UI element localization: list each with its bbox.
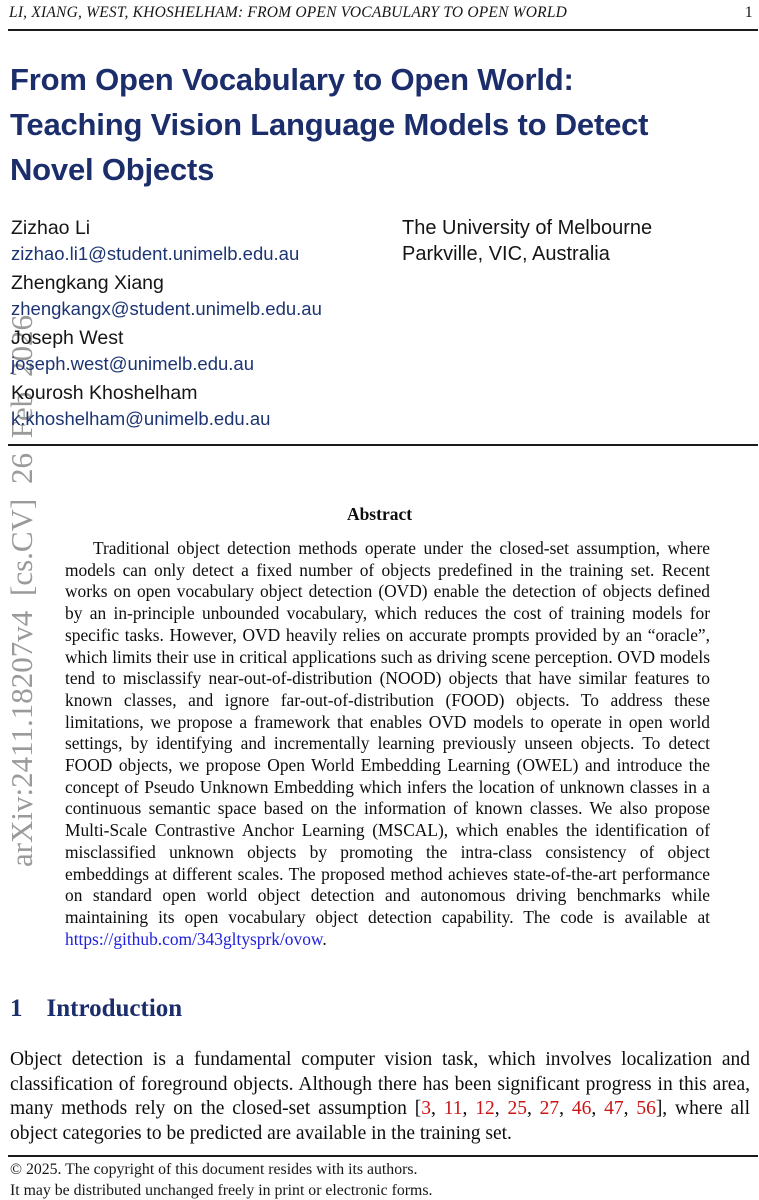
author-entry [11, 381, 396, 431]
citation-ref[interactable]: 12 [475, 1098, 495, 1120]
introduction-paragraph [10, 1048, 750, 1146]
author-email-link[interactable]: k.khoshelham@unimelb.edu.au [11, 408, 271, 429]
abstract-body: Traditional object detection methods operate under the closed-set assumption, where models can only detect a fixed number of objects predefined in the training set. Recent works on open vocabulary object detection (OVD) enable the detection of objects defined by an in-principle unbounded vocabulary, which reduces the cost of training models for specific tasks. However, OVD heavily relies on accurate prompts provided by an “oracle”, which limits their use in critical applications such as driving scene perception. OVD models tend to misclassify near-out-of-distribution (NOOD) objects that have similar features to known classes, and ignore far-out-of-distribution (FOOD) objects. To address these limitations, we propose a framework that enables OVD models to operate in open world settings, by identifying and incrementally learning previously unseen objects. To detect FOOD objects, we propose Open World Embedding Learning (OWEL) and introduce the concept of Pseudo Unknown Embedding which infers the location of unknown classes in a continuous semantic space based on the information of known classes. We also propose Multi-Scale Contrastive Anchor Learning (MSCAL), which enables the identification of misclassified unknown objects by promoting the intra-class consistency of object embeddings at different scales. The proposed method achieves state-of-the-art performance on standard open world object detection and autonomous driving benchmarks while maintaining its open vocabulary object detection capability. The code is available at [65, 538, 710, 927]
abstract-paragraph [65, 538, 710, 950]
author-entry [11, 271, 396, 321]
author-list [11, 216, 396, 436]
copyright-footer [10, 1160, 432, 1200]
affiliation-institution: The University of Melbourne [402, 217, 653, 239]
citation-ref[interactable]: 47 [604, 1098, 624, 1120]
author-email-link[interactable]: joseph.west@unimelb.edu.au [11, 353, 254, 374]
affiliation-address: Parkville, VIC, Australia [402, 242, 610, 265]
code-repository-link[interactable]: https://github.com/343gltysprk/ovow [65, 928, 323, 949]
section-number: 1 [10, 995, 23, 1022]
citation-ref[interactable]: 25 [507, 1098, 527, 1120]
header-rule [8, 29, 758, 31]
author-name: Zizhao Li [11, 217, 91, 239]
intro-body: Object detection is a fundamental computer vision task, which involves localization and classification of foreground objects. Although there has been significant progress in this area, many methods rely on the closed-set assumption [ [10, 1049, 750, 1120]
section-title: Introduction [46, 995, 183, 1022]
citation-ref[interactable]: 11 [443, 1098, 463, 1120]
paper-title-line: Teaching Vision Language Models to Detect [10, 107, 649, 142]
footer-rule [8, 1155, 758, 1157]
paper-title-line: Novel Objects [10, 152, 215, 187]
author-entry [11, 216, 396, 266]
author-email-link[interactable]: zhengkangx@student.unimelb.edu.au [11, 298, 322, 319]
running-header [9, 4, 753, 22]
author-name: Zhengkang Xiang [11, 272, 164, 294]
titleblock-rule [8, 444, 758, 446]
copyright-line: © 2025. The copyright of this document resides with its authors. [10, 1161, 418, 1178]
arxiv-watermark: arXiv:2411.18207v4 [cs.CV] 26 Feb 2026 [4, 314, 39, 868]
abstract-body-end: . [322, 928, 327, 949]
distribution-line: It may be distributed unchanged freely in print or electronic forms. [10, 1181, 433, 1199]
citation-ref[interactable]: 46 [571, 1098, 592, 1120]
section-heading-introduction [10, 995, 182, 1023]
author-email-link[interactable]: zizhao.li1@student.unimelb.edu.au [11, 243, 300, 264]
paper-title [10, 57, 755, 192]
page-number: 1 [744, 4, 753, 21]
intro-body-end: ], where all object categories to be predicted are available in the training set. [10, 1098, 750, 1144]
author-entry [11, 326, 396, 376]
citation-ref[interactable]: 3 [421, 1098, 431, 1120]
abstract-heading: Abstract [346, 504, 413, 524]
author-name: Kourosh Khoshelham [11, 382, 198, 404]
author-name: Joseph West [11, 327, 124, 349]
citation-ref[interactable]: 56 [636, 1098, 656, 1120]
citation-ref[interactable]: 27 [539, 1098, 560, 1120]
citation-list: 3, 11, 12, 25, 27, 46, 47, 56 [421, 1098, 656, 1120]
running-title: LI, XIANG, WEST, KHOSHELHAM: FROM OPEN VOCABULARY TO OPEN WORLD [9, 4, 568, 21]
affiliation [402, 216, 652, 267]
paper-title-line: From Open Vocabulary to Open World: [10, 62, 574, 97]
